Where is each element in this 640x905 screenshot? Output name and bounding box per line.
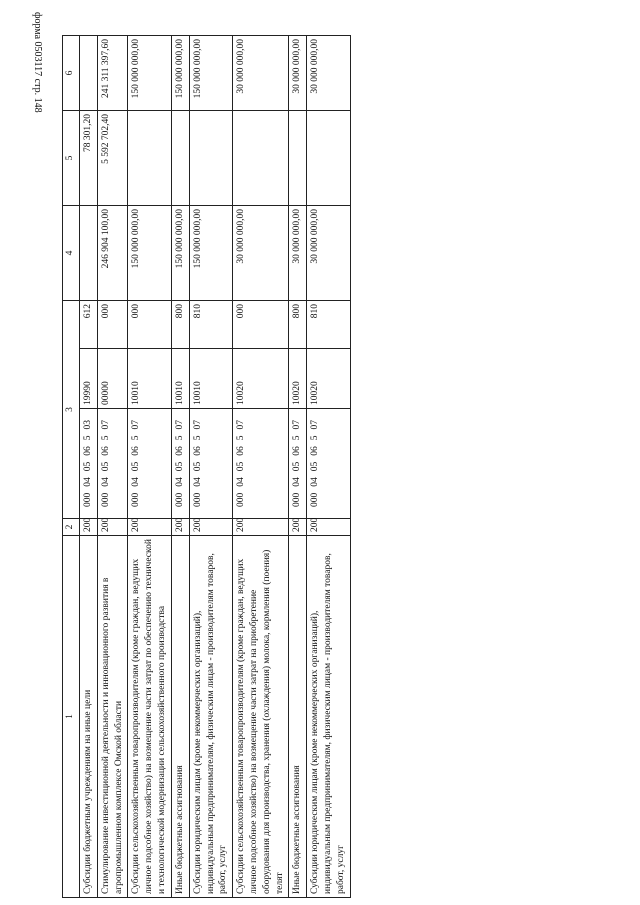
table-row bbox=[97, 35, 128, 897]
code-segment: 5 bbox=[83, 435, 93, 441]
code-segment: 5 bbox=[310, 435, 321, 441]
code-segment: 06 bbox=[192, 446, 203, 456]
row-executed bbox=[171, 110, 189, 205]
code-segment: 04 bbox=[131, 477, 142, 487]
row-approved: 30 000 000,00 bbox=[233, 205, 289, 300]
row-executed: 5 592 702,40 bbox=[97, 110, 128, 205]
row-code-type: 800 bbox=[171, 300, 189, 348]
row-code-type: 810 bbox=[189, 300, 232, 348]
code-segment: 00000 bbox=[100, 381, 111, 405]
row-remaining bbox=[80, 35, 98, 110]
row-code-type: 000 bbox=[128, 300, 171, 348]
row-code-type: 800 bbox=[289, 300, 307, 348]
row-approved: 30 000 000,00 bbox=[289, 205, 307, 300]
code-segment: 07 bbox=[174, 420, 185, 430]
row-code-section bbox=[189, 409, 232, 519]
code-segment: 10010 bbox=[192, 381, 203, 405]
code-segment: 05 bbox=[174, 461, 185, 472]
row-code-type: 612 bbox=[80, 300, 98, 348]
row-code-type: 810 bbox=[307, 300, 350, 348]
code-segment: 5 bbox=[131, 435, 142, 441]
code-segment: 5 bbox=[174, 435, 185, 441]
row-line-code: 200 bbox=[189, 519, 232, 536]
code-segment: 05 bbox=[192, 461, 203, 472]
row-code-target bbox=[80, 349, 98, 409]
code-segment: 06 bbox=[131, 446, 142, 456]
row-executed: 78 301,20 bbox=[80, 110, 98, 205]
code-segment: 5 bbox=[100, 435, 111, 441]
report-table-container bbox=[62, 36, 480, 898]
row-code-section bbox=[128, 409, 171, 519]
code-segment: 05 bbox=[100, 461, 111, 472]
row-code-target bbox=[128, 349, 171, 409]
table-row bbox=[289, 35, 307, 897]
code-segment: 000 bbox=[292, 492, 303, 507]
row-approved: 246 904 100,00 bbox=[97, 205, 128, 300]
code-segment: 06 bbox=[236, 446, 247, 456]
row-executed bbox=[189, 110, 232, 205]
table-row bbox=[307, 35, 350, 897]
header-col-4: 4 bbox=[63, 205, 80, 300]
table-row bbox=[128, 35, 171, 897]
row-code-section bbox=[171, 409, 189, 519]
row-code-type: 000 bbox=[97, 300, 128, 348]
code-segment: 06 bbox=[310, 446, 321, 456]
row-code-target bbox=[97, 349, 128, 409]
code-segment: 07 bbox=[100, 420, 111, 430]
code-segment: 03 bbox=[83, 420, 93, 430]
form-reference: форма 0503117 стр. 148 bbox=[32, 12, 43, 113]
row-name: Иные бюджетные ассигнования bbox=[289, 536, 307, 898]
code-segment: 10010 bbox=[174, 381, 185, 405]
row-code-section bbox=[233, 409, 289, 519]
row-remaining: 241 311 397,60 bbox=[97, 35, 128, 110]
row-name: Субсидии юридическим лицам (кроме некоммерческих организаций), индивидуальным предпринимателям, физическим лицам - производителям товаров, работ, услуг bbox=[189, 536, 232, 898]
table-row bbox=[80, 35, 98, 897]
row-remaining: 30 000 000,00 bbox=[233, 35, 289, 110]
code-segment: 05 bbox=[310, 461, 321, 472]
row-approved: 150 000 000,00 bbox=[128, 205, 171, 300]
row-remaining: 30 000 000,00 bbox=[289, 35, 307, 110]
row-executed bbox=[128, 110, 171, 205]
row-line-code: 200 bbox=[233, 519, 289, 536]
row-line-code: 200 bbox=[128, 519, 171, 536]
code-segment: 19990 bbox=[83, 381, 93, 405]
code-segment: 000 bbox=[83, 492, 93, 507]
row-code-section bbox=[97, 409, 128, 519]
row-code-target bbox=[189, 349, 232, 409]
row-line-code: 200 bbox=[307, 519, 350, 536]
code-segment: 04 bbox=[292, 477, 303, 487]
row-name: Иные бюджетные ассигнования bbox=[171, 536, 189, 898]
row-name: Стимулирование инвестиционной деятельности и инновационного развития в агропромышленном комплексе Омской области bbox=[97, 536, 128, 898]
table-row bbox=[233, 35, 289, 897]
row-executed bbox=[307, 110, 350, 205]
row-line-code: 200 bbox=[97, 519, 128, 536]
code-segment: 06 bbox=[100, 446, 111, 456]
budget-table bbox=[62, 35, 351, 898]
row-approved: 150 000 000,00 bbox=[171, 205, 189, 300]
row-executed bbox=[289, 110, 307, 205]
code-segment: 5 bbox=[192, 435, 203, 441]
row-remaining: 150 000 000,00 bbox=[171, 35, 189, 110]
header-col-3: 3 bbox=[63, 300, 80, 518]
row-line-code: 200 bbox=[171, 519, 189, 536]
row-code-target bbox=[289, 349, 307, 409]
code-segment: 000 bbox=[174, 492, 185, 507]
row-code-section bbox=[307, 409, 350, 519]
row-code-target bbox=[233, 349, 289, 409]
row-line-code: 200 bbox=[289, 519, 307, 536]
row-approved: 30 000 000,00 bbox=[307, 205, 350, 300]
code-segment: 000 bbox=[131, 492, 142, 507]
code-segment: 10020 bbox=[236, 381, 247, 405]
code-segment: 05 bbox=[236, 461, 247, 472]
header-col-6: 6 bbox=[63, 35, 80, 110]
code-segment: 05 bbox=[83, 461, 93, 472]
code-segment: 04 bbox=[174, 477, 185, 487]
row-code-target bbox=[171, 349, 189, 409]
code-segment: 04 bbox=[83, 477, 93, 487]
code-segment: 06 bbox=[83, 446, 93, 456]
code-segment: 000 bbox=[192, 492, 203, 507]
row-name: Субсидии юридическим лицам (кроме некоммерческих организаций), индивидуальным предпринимателям, физическим лицам - производителям товаров, работ, услуг bbox=[307, 536, 350, 898]
code-segment: 10020 bbox=[310, 381, 321, 405]
code-segment: 5 bbox=[236, 435, 247, 441]
code-segment: 04 bbox=[236, 477, 247, 487]
code-segment: 04 bbox=[100, 477, 111, 487]
code-segment: 04 bbox=[310, 477, 321, 487]
header-col-5: 5 bbox=[63, 110, 80, 205]
row-code-type: 000 bbox=[233, 300, 289, 348]
code-segment: 000 bbox=[310, 492, 321, 507]
row-remaining: 150 000 000,00 bbox=[189, 35, 232, 110]
code-segment: 07 bbox=[131, 420, 142, 430]
code-segment: 07 bbox=[192, 420, 203, 430]
row-name: Субсидии бюджетным учреждениям на иные цели bbox=[80, 536, 98, 898]
code-segment: 000 bbox=[100, 492, 111, 507]
code-segment: 07 bbox=[292, 420, 303, 430]
code-segment: 10020 bbox=[292, 381, 303, 405]
code-segment: 05 bbox=[292, 461, 303, 472]
row-code-target bbox=[307, 349, 350, 409]
row-executed bbox=[233, 110, 289, 205]
row-code-section bbox=[80, 409, 98, 519]
row-line-code: 200 bbox=[80, 519, 98, 536]
row-remaining: 30 000 000,00 bbox=[307, 35, 350, 110]
code-segment: 10010 bbox=[131, 381, 142, 405]
code-segment: 5 bbox=[292, 435, 303, 441]
row-name: Субсидии сельскохозяйственным товаропроизводителям (кроме граждан, ведущих личное подсобное хозяйство) на возмещение части затрат на приобретение оборудования для производства, хранения (охлаждения) молока, кормления (поения) телят bbox=[233, 536, 289, 898]
row-name: Субсидии сельскохозяйственным товаропроизводителям (кроме граждан, ведущих личное подсобное хозяйство) на возмещение части затрат по обеспечению технической и технологической модернизации сельскохозяйственного производства bbox=[128, 536, 171, 898]
code-segment: 07 bbox=[310, 420, 321, 430]
row-code-section bbox=[289, 409, 307, 519]
row-remaining: 150 000 000,00 bbox=[128, 35, 171, 110]
table-row bbox=[171, 35, 189, 897]
row-approved bbox=[80, 205, 98, 300]
code-segment: 04 bbox=[192, 477, 203, 487]
header-col-1: 1 bbox=[63, 536, 80, 898]
code-segment: 05 bbox=[131, 461, 142, 472]
code-segment: 07 bbox=[236, 420, 247, 430]
row-approved: 150 000 000,00 bbox=[189, 205, 232, 300]
table-row bbox=[189, 35, 232, 897]
header-col-2: 2 bbox=[63, 519, 80, 536]
code-segment: 000 bbox=[236, 492, 247, 507]
header-row bbox=[63, 35, 80, 897]
code-segment: 06 bbox=[174, 446, 185, 456]
code-segment: 06 bbox=[292, 446, 303, 456]
